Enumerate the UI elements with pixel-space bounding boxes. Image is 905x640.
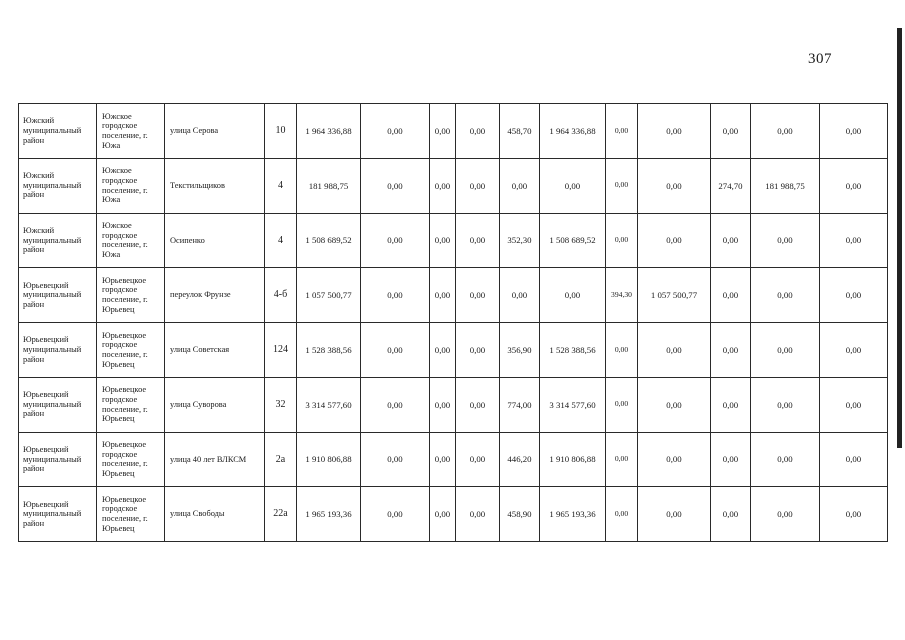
table-row [19, 104, 888, 159]
value-cell: 1 528 388,56 [540, 323, 606, 378]
house-number-cell: 22а [265, 487, 297, 542]
value-cell: 0,00 [430, 323, 456, 378]
value-cell: 0,00 [751, 104, 820, 159]
district-cell: Южский муниципальный район [19, 158, 97, 213]
table-row [19, 377, 888, 432]
table-row [19, 487, 888, 542]
street-cell: улица Советская [165, 323, 265, 378]
settlement-cell: Юрьевецкое городское поселение, г. Юрьевец [97, 268, 165, 323]
value-cell: 1 964 336,88 [297, 104, 361, 159]
district-cell: Юрьевецкий муниципальный район [19, 432, 97, 487]
value-cell: 0,00 [820, 323, 888, 378]
value-cell: 0,00 [500, 158, 540, 213]
value-cell: 0,00 [606, 104, 638, 159]
value-cell: 0,00 [430, 213, 456, 268]
value-cell: 0,00 [820, 268, 888, 323]
house-number-cell: 2а [265, 432, 297, 487]
value-cell: 1 910 806,88 [297, 432, 361, 487]
value-cell: 0,00 [820, 487, 888, 542]
value-cell: 0,00 [430, 268, 456, 323]
table-row [19, 323, 888, 378]
value-cell: 0,00 [456, 432, 500, 487]
value-cell: 0,00 [361, 104, 430, 159]
value-cell: 1 964 336,88 [540, 104, 606, 159]
house-number-cell: 4 [265, 213, 297, 268]
value-cell: 1 528 388,56 [297, 323, 361, 378]
value-cell: 458,70 [500, 104, 540, 159]
value-cell: 0,00 [751, 377, 820, 432]
value-cell: 0,00 [820, 158, 888, 213]
value-cell: 0,00 [361, 158, 430, 213]
value-cell: 0,00 [606, 158, 638, 213]
settlement-cell: Южское городское поселение, г. Южа [97, 213, 165, 268]
registry-table [18, 103, 888, 542]
value-cell: 0,00 [540, 268, 606, 323]
value-cell: 0,00 [711, 487, 751, 542]
value-cell: 0,00 [711, 377, 751, 432]
value-cell: 352,30 [500, 213, 540, 268]
value-cell: 774,00 [500, 377, 540, 432]
value-cell: 0,00 [711, 268, 751, 323]
district-cell: Юрьевецкий муниципальный район [19, 487, 97, 542]
settlement-cell: Юрьевецкое городское поселение, г. Юрьевец [97, 323, 165, 378]
value-cell: 0,00 [711, 104, 751, 159]
value-cell: 1 508 689,52 [540, 213, 606, 268]
house-number-cell: 32 [265, 377, 297, 432]
value-cell: 0,00 [751, 213, 820, 268]
settlement-cell: Юрьевецкое городское поселение, г. Юрьевец [97, 377, 165, 432]
value-cell: 0,00 [540, 158, 606, 213]
value-cell: 0,00 [361, 487, 430, 542]
street-cell: улица Свободы [165, 487, 265, 542]
street-cell: переулок Фрунзе [165, 268, 265, 323]
value-cell: 0,00 [456, 104, 500, 159]
value-cell: 446,20 [500, 432, 540, 487]
district-cell: Юрьевецкий муниципальный район [19, 377, 97, 432]
value-cell: 0,00 [820, 213, 888, 268]
street-cell: улица Серова [165, 104, 265, 159]
value-cell: 0,00 [456, 158, 500, 213]
value-cell: 0,00 [456, 268, 500, 323]
value-cell: 0,00 [430, 158, 456, 213]
page-number: 307 [808, 51, 832, 67]
value-cell: 0,00 [361, 323, 430, 378]
value-cell: 0,00 [751, 432, 820, 487]
value-cell: 1 965 193,36 [540, 487, 606, 542]
value-cell: 0,00 [361, 213, 430, 268]
value-cell: 0,00 [711, 213, 751, 268]
house-number-cell: 4-б [265, 268, 297, 323]
value-cell: 0,00 [820, 432, 888, 487]
value-cell: 0,00 [751, 268, 820, 323]
district-cell: Юрьевецкий муниципальный район [19, 268, 97, 323]
value-cell: 0,00 [430, 104, 456, 159]
value-cell: 0,00 [456, 213, 500, 268]
value-cell: 0,00 [430, 377, 456, 432]
value-cell: 0,00 [606, 487, 638, 542]
value-cell: 0,00 [361, 377, 430, 432]
settlement-cell: Южское городское поселение, г. Южа [97, 158, 165, 213]
value-cell: 0,00 [638, 432, 711, 487]
value-cell: 0,00 [456, 487, 500, 542]
value-cell: 0,00 [751, 487, 820, 542]
value-cell: 0,00 [711, 323, 751, 378]
value-cell: 181 988,75 [297, 158, 361, 213]
settlement-cell: Южское городское поселение, г. Южа [97, 104, 165, 159]
table-row [19, 432, 888, 487]
scan-edge-mark [897, 28, 902, 448]
value-cell: 1 057 500,77 [297, 268, 361, 323]
value-cell: 181 988,75 [751, 158, 820, 213]
value-cell: 0,00 [456, 377, 500, 432]
value-cell: 0,00 [711, 432, 751, 487]
value-cell: 1 057 500,77 [638, 268, 711, 323]
value-cell: 1 965 193,36 [297, 487, 361, 542]
street-cell: Текстильщиков [165, 158, 265, 213]
street-cell: улица 40 лет ВЛКСМ [165, 432, 265, 487]
value-cell: 0,00 [638, 158, 711, 213]
value-cell: 0,00 [606, 213, 638, 268]
value-cell: 0,00 [820, 104, 888, 159]
settlement-cell: Юрьевецкое городское поселение, г. Юрьевец [97, 432, 165, 487]
value-cell: 0,00 [606, 377, 638, 432]
value-cell: 0,00 [456, 323, 500, 378]
value-cell: 394,30 [606, 268, 638, 323]
house-number-cell: 4 [265, 158, 297, 213]
value-cell: 1 508 689,52 [297, 213, 361, 268]
value-cell: 0,00 [638, 487, 711, 542]
value-cell: 0,00 [500, 268, 540, 323]
value-cell: 0,00 [361, 268, 430, 323]
settlement-cell: Юрьевецкое городское поселение, г. Юрьевец [97, 487, 165, 542]
house-number-cell: 10 [265, 104, 297, 159]
value-cell: 0,00 [638, 104, 711, 159]
street-cell: Осипенко [165, 213, 265, 268]
table-row [19, 268, 888, 323]
value-cell: 0,00 [820, 377, 888, 432]
district-cell: Юрьевецкий муниципальный район [19, 323, 97, 378]
value-cell: 0,00 [606, 323, 638, 378]
house-number-cell: 124 [265, 323, 297, 378]
value-cell: 3 314 577,60 [297, 377, 361, 432]
table-row [19, 158, 888, 213]
value-cell: 0,00 [430, 487, 456, 542]
value-cell: 3 314 577,60 [540, 377, 606, 432]
value-cell: 0,00 [638, 377, 711, 432]
value-cell: 0,00 [430, 432, 456, 487]
street-cell: улица Суворова [165, 377, 265, 432]
value-cell: 0,00 [638, 213, 711, 268]
table-row [19, 213, 888, 268]
value-cell: 1 910 806,88 [540, 432, 606, 487]
value-cell: 0,00 [638, 323, 711, 378]
value-cell: 0,00 [751, 323, 820, 378]
value-cell: 274,70 [711, 158, 751, 213]
district-cell: Южский муниципальный район [19, 104, 97, 159]
value-cell: 0,00 [606, 432, 638, 487]
district-cell: Южский муниципальный район [19, 213, 97, 268]
value-cell: 356,90 [500, 323, 540, 378]
value-cell: 0,00 [361, 432, 430, 487]
value-cell: 458,90 [500, 487, 540, 542]
